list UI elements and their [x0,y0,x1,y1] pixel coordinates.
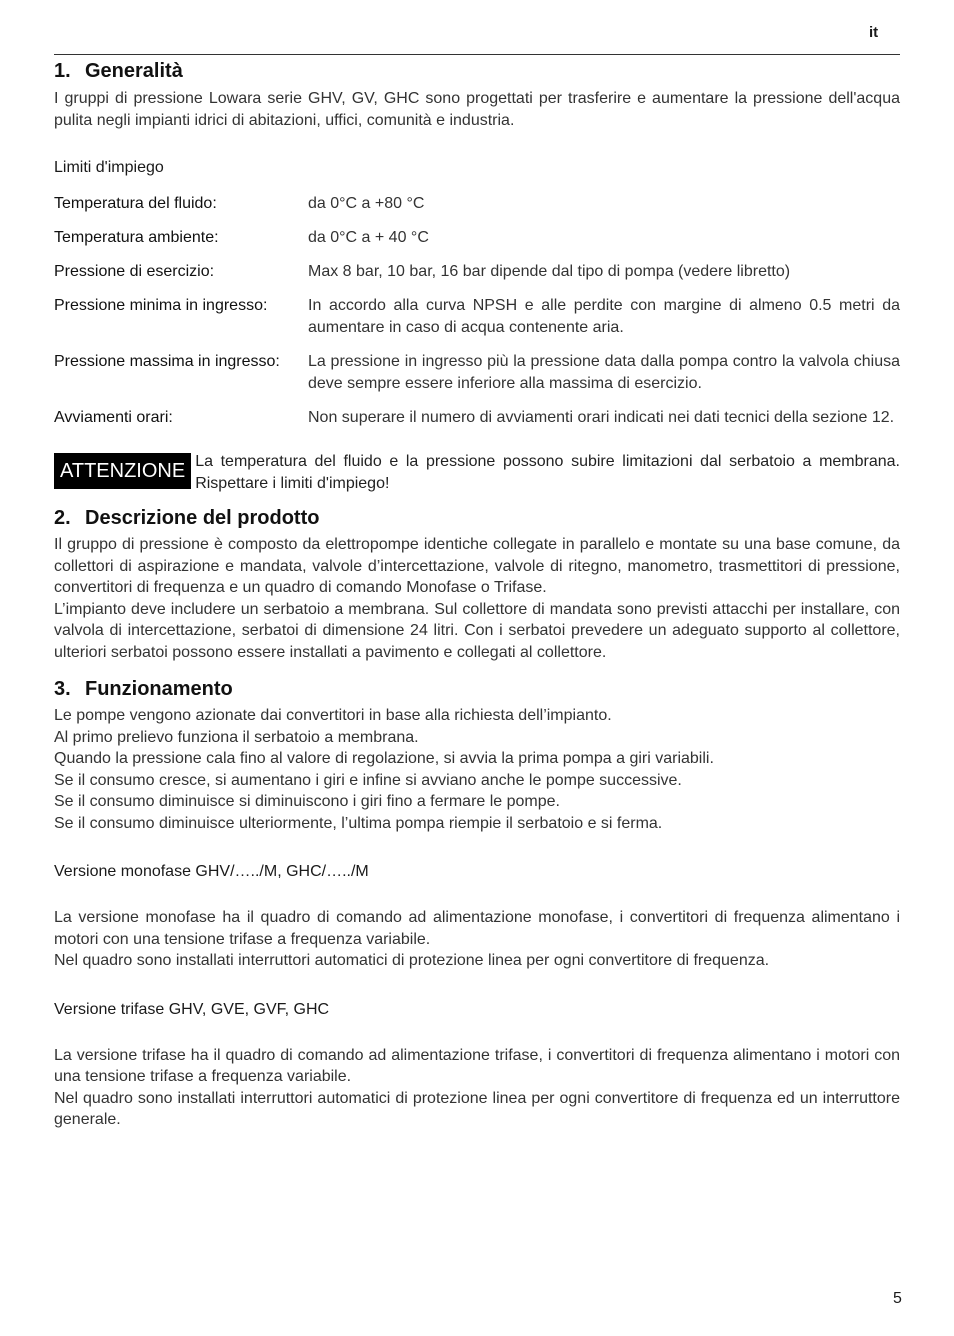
limits-row [54,227,900,261]
limit-value: Max 8 bar, 10 bar, 16 bar dipende dal tipo di pompa (vedere libretto) [308,263,791,280]
section-3-number: 3. [54,678,71,700]
section-3-line: Le pompe vengono azionate dai convertitori in base alla richiesta dell’impianto. [54,707,612,724]
limit-value: da 0°C a + 40 °C [308,229,429,246]
limits-row [54,407,900,429]
limit-value: In accordo alla curva NPSH e alle perdite con margine di almeno 0.5 metri da aumentare in caso di acqua contenente aria. [308,297,900,336]
warning-badge: ATTENZIONE [54,453,191,489]
tri-version-body [54,1045,900,1131]
section-2-heading [54,505,900,531]
section-3-line: Al primo prelievo funziona il serbatoio a membrana. [54,728,419,746]
section-2-paragraph: Il gruppo di pressione è composto da elettropompe identiche collegate in parallelo e montate su una base comune, da collettori di aspirazione e mandata, valvole d’intercettazione, valvole di ritegno, manometro, trasmettitori di pressione, convertitori di frequenza e un quadro di comando Monofase o Trifase. [54,536,900,596]
mono-version-body [54,907,900,972]
section-2-body [54,534,900,663]
tri-version-title: Versione trifase GHV, GVE, GVF, GHC [54,1000,330,1018]
limits-label: Limiti d'impiego [54,159,164,176]
limit-key: Pressione massima in ingresso: [54,353,280,370]
warning-text: La temperatura del fluido e la pressione possono subire limitazioni dal serbatoio a membrana. Rispettare i limiti d'impiego! [195,453,900,492]
section-2-number: 2. [54,507,71,529]
limit-value: La pressione in ingresso più la pressione data dalla pompa contro la valvola chiusa deve sempre essere inferiore alla massima di esercizio. [308,353,900,392]
limit-key: Temperatura ambiente: [54,229,219,246]
limit-key: Temperatura del fluido: [54,195,217,212]
limits-row [54,351,900,407]
limit-key: Avviamenti orari: [54,409,173,426]
section-3-line: Quando la pressione cala fino al valore di regolazione, si avvia la prima pompa a giri variabili. [54,750,714,767]
tri-paragraph: Nel quadro sono installati interruttori automatici di protezione linea per ogni convertitore di frequenza ed un interruttore generale. [54,1089,900,1128]
limit-value: Non superare il numero di avviamenti orari indicati nei dati tecnici della sezione 12. [308,409,895,426]
warning-box [54,451,900,494]
mono-paragraph: La versione monofase ha il quadro di comando ad alimentazione monofase, i convertitori di frequenza alimentano i motori con una tensione trifase a frequenza variabile. [54,909,900,948]
language-code: it [869,24,879,41]
section-3-heading [54,676,900,702]
limits-row [54,295,900,351]
section-3-line: Se il consumo diminuisce ulteriormente, l’ultima pompa riempie il serbatoio e si ferma. [54,814,663,832]
section-1-text: I gruppi di pressione Lowara serie GHV, GV, GHC sono progettati per trasferire e aumentare la pressione dell'acqua pulita negli impianti idrici di abitazioni, uffici, comunità e industria. [54,90,900,129]
section-2-title: Descrizione del prodotto [85,507,320,529]
page-content [54,58,900,1131]
section-2-paragraph: L’impianto deve includere un serbatoio a membrana. Sul collettore di mandata sono previsti attacchi per installare, con valvola di intercettazione, serbatoi di dimensione 24 litri. Con i serbatoi prevedere un adeguato supporto al collettore, ulteriori serbatoi possono essere installati a pavimento e collegati al collettore. [54,600,900,661]
section-1-heading [54,58,900,84]
section-3-line: Se il consumo diminuisce si diminuiscono i giri fino a fermare le pompe. [54,793,560,810]
tri-paragraph: La versione trifase ha il quadro di comando ad alimentazione trifase, i convertitori di frequenza alimentano i motori con una tensione trifase a frequenza variabile. [54,1046,900,1085]
section-1-number: 1. [54,60,71,82]
limit-value: da 0°C a +80 °C [308,195,425,212]
section-1-title: Generalità [85,60,183,82]
limit-key: Pressione di esercizio: [54,263,215,280]
mono-paragraph: Nel quadro sono installati interruttori automatici di protezione linea per ogni convertitore di frequenza. [54,952,770,969]
mono-version-title: Versione monofase GHV/…../M, GHC/…../M [54,863,369,880]
limits-row [54,193,900,227]
section-3-body [54,705,900,834]
header-rule [54,54,900,55]
page-number: 5 [893,1290,902,1307]
section-3-line: Se il consumo cresce, si aumentano i giri e infine si avviano anche le pompe successive. [54,771,682,789]
limits-row [54,261,900,295]
limits-table [54,193,900,429]
section-3-title: Funzionamento [85,678,233,700]
limit-key: Pressione minima in ingresso: [54,297,268,314]
